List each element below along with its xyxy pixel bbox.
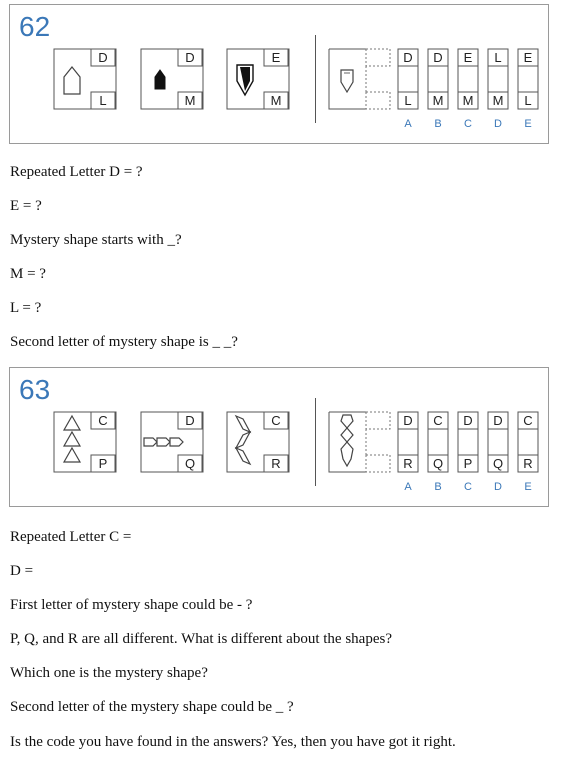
code-letter-top: C <box>98 413 108 428</box>
three-arrows-horizontal-icon <box>144 438 183 446</box>
option-label-e: E <box>524 118 532 130</box>
option-letter-bottom: M <box>462 93 474 108</box>
answer-option-a[interactable] <box>398 49 418 109</box>
three-hexagons-vertical-icon <box>341 415 353 466</box>
option-letter-bottom: R <box>403 456 413 471</box>
divider-line <box>315 35 316 123</box>
code-letter-bottom: M <box>184 93 196 108</box>
option-letter-top: D <box>463 413 473 428</box>
code-letter-bottom: L <box>99 93 107 108</box>
answer-option-b[interactable] <box>428 412 448 472</box>
option-label-d: D <box>494 118 502 130</box>
option-letter-top: L <box>494 50 502 65</box>
puzzle-number: 63 <box>19 374 51 405</box>
question-text: Second letter of the mystery shape could be _ ? <box>10 699 294 715</box>
option-label-d: D <box>494 481 502 493</box>
question-text: Second letter of mystery shape is _ _? <box>10 334 238 350</box>
option-letter-top: E <box>523 50 533 65</box>
question-figure <box>328 411 392 473</box>
code-letter-top: E <box>271 50 281 65</box>
question-text: P, Q, and R are all different. What is different about the shapes? <box>10 631 392 647</box>
option-letter-bottom: R <box>523 456 533 471</box>
option-letter-top: D <box>403 413 413 428</box>
example-figure-2 <box>140 411 204 473</box>
option-letter-top: D <box>493 413 503 428</box>
option-label-b: B <box>434 118 442 130</box>
question-text: L = ? <box>10 300 42 316</box>
shield-outline-icon <box>341 70 353 92</box>
option-label-c: C <box>464 481 472 493</box>
option-label-a: A <box>404 118 412 130</box>
answer-option-d[interactable] <box>488 412 508 472</box>
question-text: E = ? <box>10 198 42 214</box>
example-figure-1 <box>53 48 117 110</box>
code-letter-bottom: M <box>270 93 282 108</box>
code-letter-top: D <box>185 413 195 428</box>
code-letter-top: D <box>185 50 195 65</box>
answer-options <box>396 48 546 110</box>
divider-line <box>315 398 316 486</box>
option-label-e: E <box>524 481 532 493</box>
option-letter-bottom: M <box>432 93 444 108</box>
option-letter-top: C <box>523 413 533 428</box>
question-text: Is the code you have found in the answers? Yes, then you have got it right. <box>10 734 456 750</box>
answer-option-e[interactable] <box>518 49 538 109</box>
answer-option-b[interactable] <box>428 49 448 109</box>
option-letter-top: D <box>403 50 413 65</box>
example-figure-2 <box>140 48 204 110</box>
question-text: Mystery shape starts with _? <box>10 232 182 248</box>
code-letter-top: D <box>98 50 108 65</box>
question-figure <box>328 48 392 110</box>
example-figure-3 <box>226 411 290 473</box>
question-text: M = ? <box>10 266 46 282</box>
option-letter-top: E <box>463 50 473 65</box>
option-letter-bottom: L <box>524 93 532 108</box>
option-letter-bottom: P <box>463 456 473 471</box>
option-letter-top: C <box>433 413 443 428</box>
answer-option-c[interactable] <box>458 412 478 472</box>
answer-option-c[interactable] <box>458 49 478 109</box>
answer-option-e[interactable] <box>518 412 538 472</box>
question-text: Repeated Letter D = ? <box>10 164 143 180</box>
example-figure-3 <box>226 48 290 110</box>
example-figure-1 <box>53 411 117 473</box>
question-text: Repeated Letter C = <box>10 529 132 545</box>
code-letter-bottom: P <box>98 456 108 471</box>
code-letter-top: C <box>271 413 281 428</box>
option-label-a: A <box>404 481 412 493</box>
option-letter-top: D <box>433 50 443 65</box>
puzzle-number: 62 <box>19 11 51 42</box>
option-label-c: C <box>464 118 472 130</box>
question-text: D = <box>10 563 34 579</box>
option-letter-bottom: Q <box>492 456 504 471</box>
option-letter-bottom: Q <box>432 456 444 471</box>
question-text: First letter of mystery shape could be - ? <box>10 597 253 613</box>
code-letter-bottom: Q <box>184 456 196 471</box>
answer-option-d[interactable] <box>488 49 508 109</box>
answer-options <box>396 411 546 473</box>
puzzle-63-panel <box>9 367 549 507</box>
code-letter-bottom: R <box>271 456 281 471</box>
option-label-b: B <box>434 481 442 493</box>
question-text: Which one is the mystery shape? <box>10 665 208 681</box>
option-letter-bottom: M <box>492 93 504 108</box>
option-letter-bottom: L <box>404 93 412 108</box>
puzzle-62-panel <box>9 4 549 144</box>
answer-option-a[interactable] <box>398 412 418 472</box>
